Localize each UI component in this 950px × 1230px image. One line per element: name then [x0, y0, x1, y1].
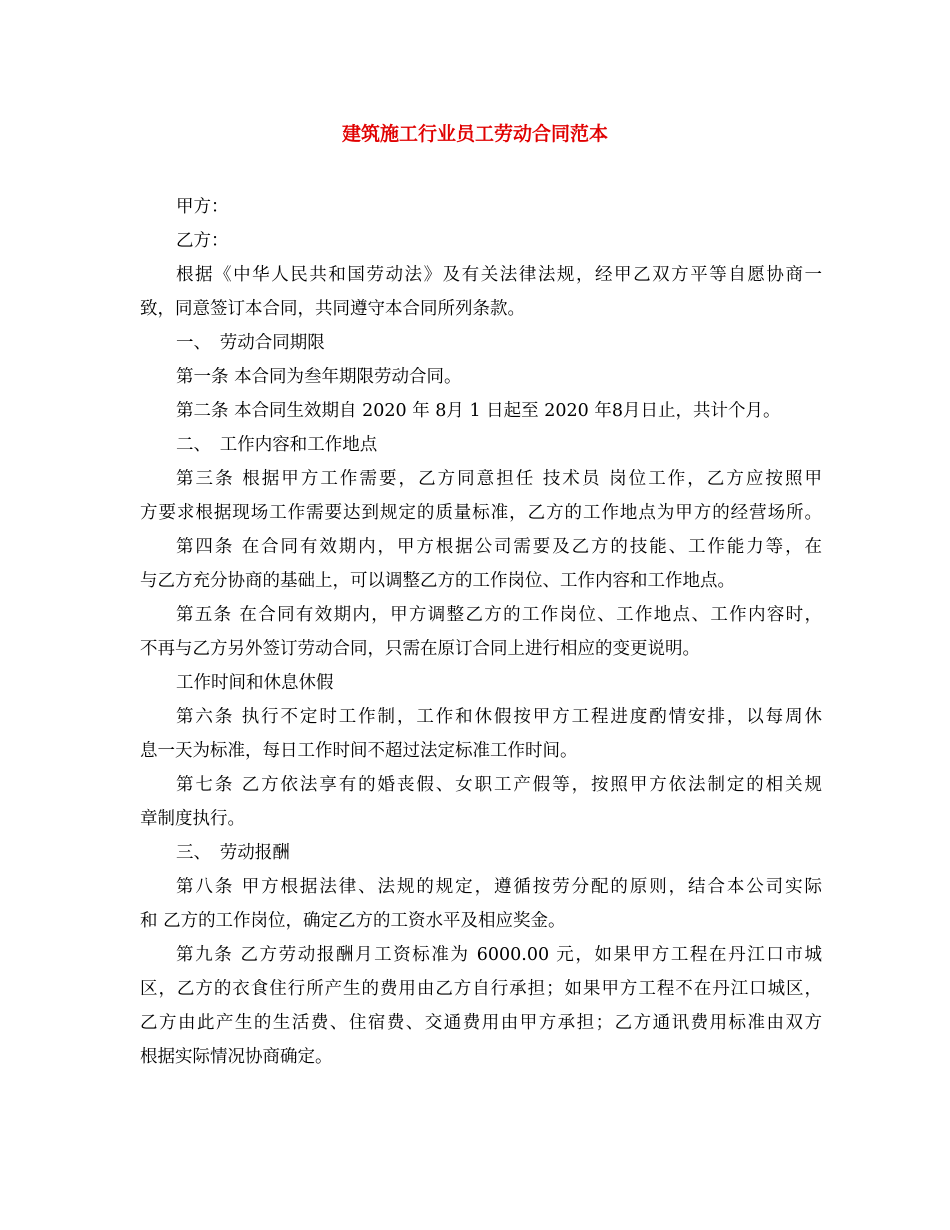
intro-paragraph: 根据《中华人民共和国劳动法》及有关法律法规，经甲乙双方平等自愿协商一 致，同意签订本合同，共同遵守本合同所列条款。 — [140, 265, 822, 319]
article-5: 第五条 在合同有效期内，甲方调整乙方的工作岗位、工作地点、工作内容时， 不再与乙方另外签订劳动合同，只需在原订合同上进行相应的变更说明。 — [140, 605, 822, 659]
article-8: 第八条 甲方根据法律、法规的规定，遵循按劳分配的原则，结合本公司实际 和 乙方的工作岗位，确定乙方的工资水平及相应奖金。 — [140, 877, 822, 931]
article-2: 第二条 本合同生效期自 2020 年 8月 1 日起至 2020 年8月日止，共计个月。 — [176, 401, 781, 421]
section-2-heading: 二、 工作内容和工作地点 — [176, 435, 378, 455]
article-6: 第六条 执行不定时工作制，工作和休假按甲方工程进度酌情安排，以每周休 息一天为标准，每日工作时间不超过法定标准工作时间。 — [140, 707, 822, 761]
article-3: 第三条 根据甲方工作需要，乙方同意担任 技术员 岗位工作，乙方应按照甲 方要求根据现场工作需要达到规定的质量标准，乙方的工作地点为甲方的经营场所。 — [140, 469, 822, 523]
section-worktime-heading: 工作时间和休息休假 — [176, 673, 334, 693]
article-4: 第四条 在合同有效期内，甲方根据公司需要及乙方的技能、工作能力等，在 与乙方充分协商的基础上，可以调整乙方的工作岗位、工作内容和工作地点。 — [140, 537, 822, 591]
section-3-heading: 三、 劳动报酬 — [176, 843, 290, 863]
article-9: 第九条 乙方劳动报酬月工资标准为 6000.00 元，如果甲方工程在丹江口市城 区，乙方的衣食住行所产生的费用由乙方自行承担；如果甲方工程不在丹江口城区， 乙方由此产生的生活费、住宿费、交通费用由甲方承担；乙方通讯费用标准由双方 根据实际情况协商确定。 — [140, 945, 822, 1067]
party-a-label: 甲方： — [176, 197, 229, 217]
section-1-heading: 一、 劳动合同期限 — [176, 333, 325, 353]
article-7: 第七条 乙方依法享有的婚丧假、女职工产假等，按照甲方依法制定的相关规 章制度执行。 — [140, 775, 822, 829]
document-title: 建筑施工行业员工劳动合同范本 — [341, 123, 608, 145]
article-1: 第一条 本合同为叁年期限劳动合同。 — [176, 367, 462, 387]
party-b-label: 乙方： — [176, 231, 229, 251]
